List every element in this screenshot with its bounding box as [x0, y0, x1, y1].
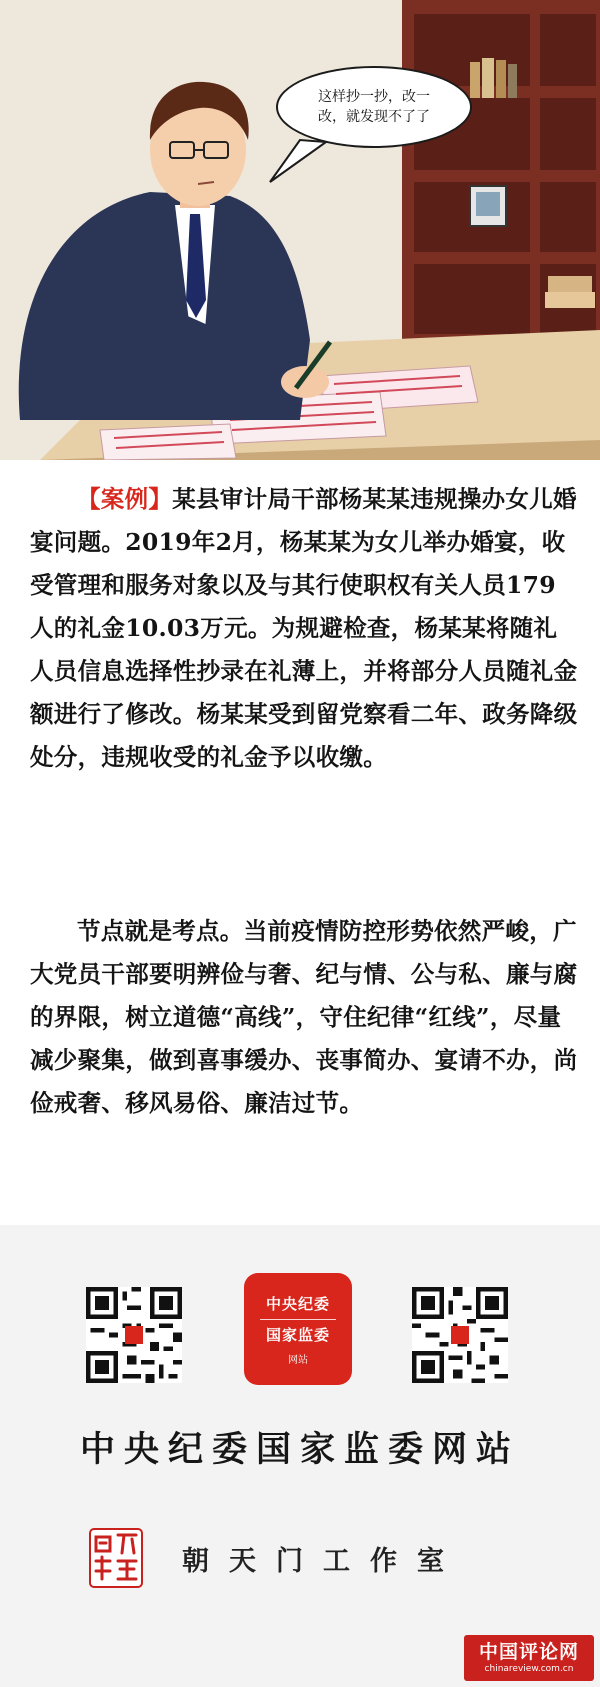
qr-icon [412, 1287, 508, 1383]
site-title: 中央纪委国家监委网站 [79, 1430, 520, 1470]
logo-divider [260, 1319, 336, 1320]
case-paragraph [30, 478, 578, 779]
studio-name: 朝天门工作室 [182, 1546, 464, 1577]
seal-stamp-icon [88, 1527, 144, 1589]
logo-line-1: 中央纪委 [265, 1295, 330, 1313]
qr-icon [86, 1287, 182, 1383]
case-tag: 【案例】 [77, 485, 173, 513]
case-body: 某县审计局干部杨某某违规操办女儿婚宴问题。2019年2月，杨某某为女儿举办婚宴，收受管理和服务对象以及与其行使职权有关人员179人的礼金10.03万元。为规避检查，杨某某将随礼人员信息选择性抄录在礼薄上，并将部分人员随礼金额进行了修改。杨某某受到留党察看二年、政务降级处分，违规收受的礼金予以收缴。 [30, 485, 578, 771]
watermark-cn: 中国评论网 [478, 1641, 579, 1663]
watermark-badge [464, 1635, 594, 1681]
qr-code-left[interactable] [86, 1287, 182, 1383]
commentary-paragraph: 节点就是考点。当前疫情防控形势依然严峻，广大党员干部要明辨俭与奢、纪与情、公与私、廉与腐的界限，树立道德“高线”，守住纪律“红线”，尽量减少聚集，做到喜事缓办、丧事简办、宴请不办，尚俭戒奢、移风易俗、廉洁过节。 [30, 917, 578, 1117]
comic-scene [0, 0, 600, 460]
qr-code-right[interactable] [412, 1287, 508, 1383]
logo-small-text: 网站 [288, 1355, 308, 1366]
watermark-en: chinareview.com.cn [484, 1664, 574, 1674]
speech-line-2: 改，就发现不了了 [318, 109, 430, 125]
speech-bubble [276, 66, 472, 148]
logo-line-2: 国家监委 [265, 1326, 330, 1344]
speech-line-1: 这样抄一抄，改一 [318, 89, 430, 105]
ccdi-logo[interactable] [244, 1273, 352, 1385]
speech-text [318, 87, 430, 127]
comic-illustration [0, 0, 600, 460]
footer [0, 1225, 600, 1687]
